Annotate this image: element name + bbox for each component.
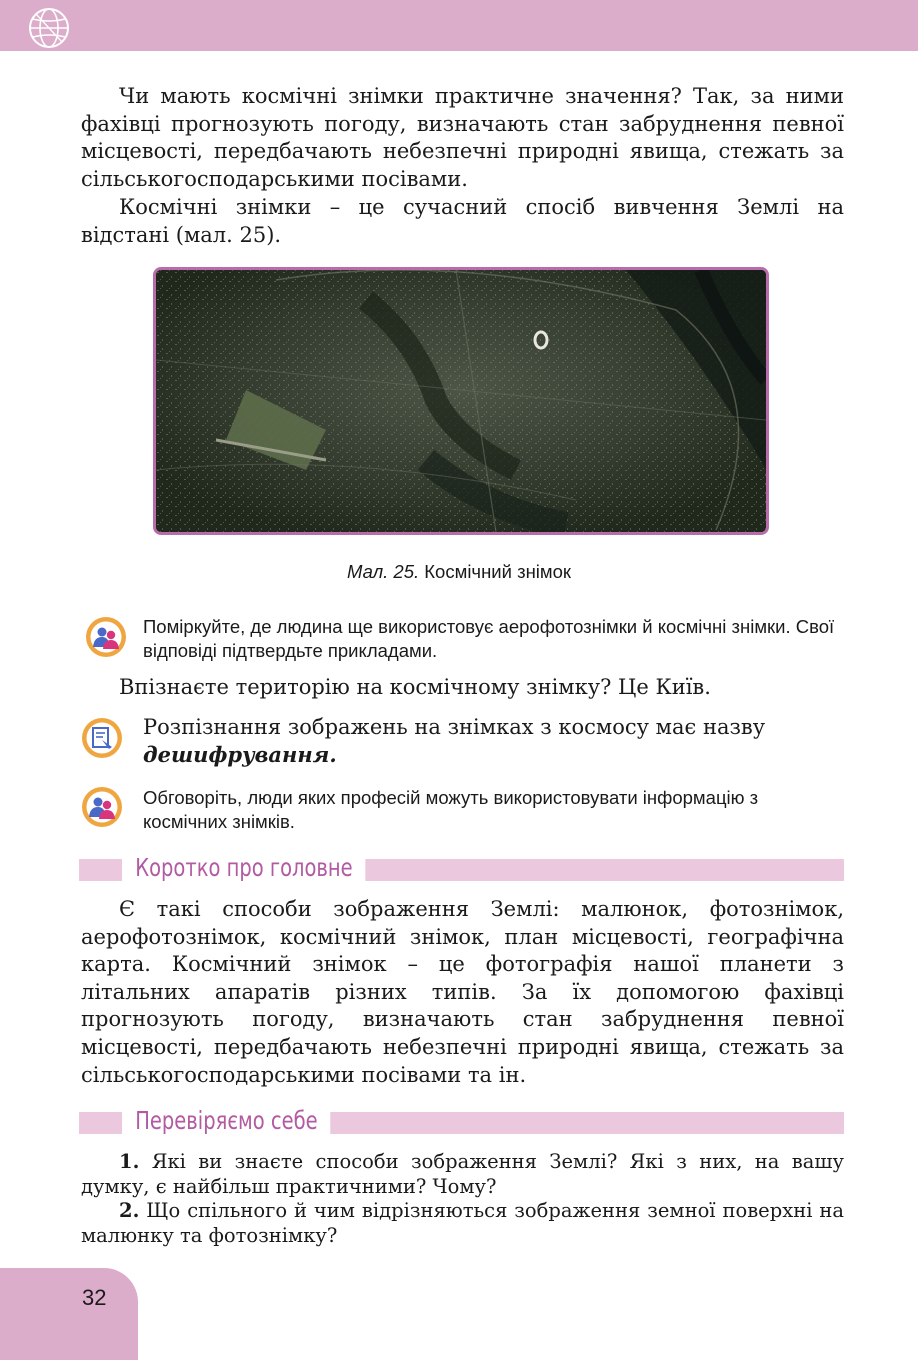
figure-caption-label: Мал. 25. — [347, 561, 420, 582]
questions-list — [81, 1150, 844, 1248]
discussion-icon-2 — [80, 785, 124, 829]
question-1-text: Які ви знаєте способи зображення Землі? Які з них, на вашу думку, є найбільш практичними? Чому? — [81, 1150, 844, 1198]
check-heading-bar — [79, 1103, 844, 1139]
top-bar — [0, 0, 918, 51]
check-heading: Перевіряємо себе — [122, 1103, 330, 1139]
discussion-note-1: Поміркуйте, де людина ще використовує аерофотознімки й космічні знімки. Свої відповіді підтвердьте прикладами. — [143, 616, 835, 661]
definition-paragraph: Космічні знімки – це сучасний спосіб вивчення Землі на відстані (мал. 25). — [81, 195, 844, 247]
page-tab — [0, 1268, 138, 1360]
summary-heading: Коротко про головне — [122, 850, 365, 886]
figure-caption — [0, 561, 918, 583]
question-1-number: 1. — [119, 1150, 140, 1173]
definition-note — [143, 713, 844, 769]
globe-icon — [27, 6, 71, 50]
definition-end: . — [329, 742, 337, 767]
question-2 — [81, 1199, 844, 1248]
recognize-paragraph: Впізнаєте територію на космічному знімку? Це Київ. — [119, 675, 711, 699]
definition-icon — [80, 716, 124, 760]
question-1 — [81, 1150, 844, 1199]
discussion-icon — [84, 615, 128, 659]
summary-heading-bar — [79, 850, 844, 886]
intro-paragraph: Чи мають космічні знімки практичне значення? Так, за ними фахівці прогнозують погоду, визначають стан забруднення певної місцевості, передбачають небезпечні природні явища, стежать за сільськогосподарськими посівами. — [81, 84, 844, 191]
definition-term: дешифрування — [143, 742, 330, 767]
question-2-text: Що спільного й чим відрізняються зображення земної поверхні на малюнку та фотознімку? — [81, 1199, 844, 1247]
satellite-image — [153, 267, 769, 535]
question-2-number: 2. — [119, 1199, 140, 1222]
satellite-image-drawing — [156, 270, 766, 532]
definition-text: Розпізнання зображень на знімках з космосу має назву — [143, 715, 766, 739]
page-number: 32 — [82, 1285, 107, 1310]
discussion-note-2: Обговоріть, люди яких професій можуть використовувати інформацію з космічних знімків. — [143, 787, 759, 832]
figure-caption-text: Космічний знімок — [419, 561, 571, 582]
summary-paragraph: Є такі способи зображення Землі: малюнок, фотознімок, аерофотознімок, космічний знімок, план місцевості, географічна карта. Космічний знімок – це фотографія нашої планети з літальних апаратів різних типів. За їх допомогою фахівці прогнозують погоду, визначають стан забруднення певної місцевості, передбачають небезпечні природні явища, стежать за сільськогосподарськими посівами та ін. — [81, 897, 844, 1087]
